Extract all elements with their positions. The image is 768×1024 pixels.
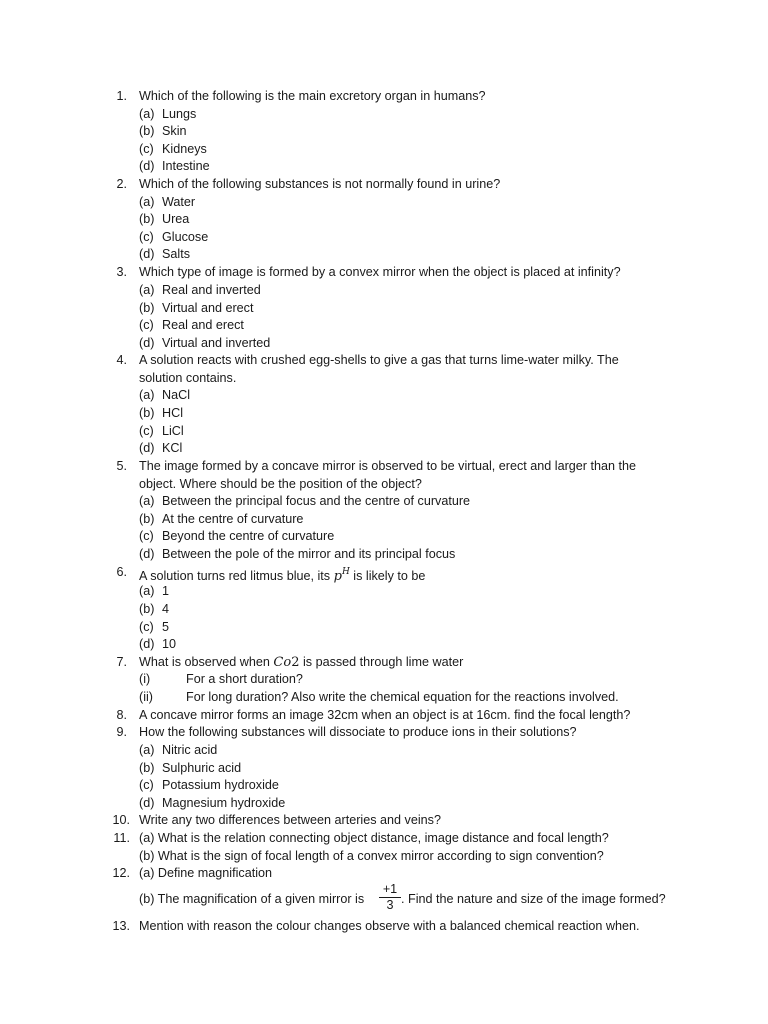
question-number: 8. [116, 708, 127, 722]
option-a: (a) Nitric acid [139, 743, 218, 757]
question-number: 4. [116, 353, 127, 367]
option-c: (c) Real and erect [139, 318, 244, 332]
option-b: (b) HCl [139, 406, 183, 420]
co2-symbol: Co2 [273, 655, 300, 670]
question-text-line2: solution contains. [139, 371, 237, 385]
ph-symbol: $p^H$ [333, 567, 350, 584]
option-c: (c) Kidneys [139, 142, 207, 156]
question-number: 2. [116, 177, 127, 191]
question-text: What is observed when Co2 is passed through lime water [139, 655, 464, 670]
option-d: (d) Between the pole of the mirror and its principal focus [139, 547, 456, 561]
question-text-line2: (b) What is the sign of focal length of a convex mirror according to sign convention? [139, 849, 604, 863]
question-number: 12. [112, 866, 130, 880]
question-text: Which type of image is formed by a convex mirror when the object is placed at infinity? [139, 265, 621, 279]
question-text-line1: The image formed by a concave mirror is observed to be virtual, erect and larger than the [139, 459, 636, 473]
question-number: 9. [116, 725, 127, 739]
option-a: (a) NaCl [139, 388, 190, 402]
question-text: Mention with reason the colour changes observe with a balanced chemical reaction when. [139, 919, 640, 933]
question-text-line2-after: . Find the nature and size of the image formed? [401, 892, 666, 906]
question-number: 13. [112, 919, 130, 933]
option-c: (c) Beyond the centre of curvature [139, 529, 335, 543]
option-b: (b) Sulphuric acid [139, 761, 242, 775]
question-text: Write any two differences between arteries and veins? [139, 813, 441, 827]
magnification-fraction: $\frac{+1}{3}$ [379, 883, 401, 912]
option-d: (d) Intestine [139, 159, 210, 173]
option-c: (c) Potassium hydroxide [139, 778, 279, 792]
option-c: (c) 5 [139, 620, 170, 634]
question-number: 3. [116, 265, 127, 279]
question-text: A concave mirror forms an image 32cm when an object is at 16cm. find the focal length? [139, 708, 631, 722]
option-c: (c) Glucose [139, 230, 209, 244]
option-d: (d) Salts [139, 247, 190, 261]
question-number: 5. [116, 459, 127, 473]
option-b: (b) At the centre of curvature [139, 512, 304, 526]
option-a: (a) Between the principal focus and the centre of curvature [139, 494, 471, 508]
question-number: 1. [116, 89, 127, 103]
option-a: (a) Water [139, 195, 196, 209]
question-text-line1: (a) Define magnification [139, 866, 272, 880]
question-text-line1: A solution reacts with crushed egg-shells to give a gas that turns lime-water milky. The [139, 353, 619, 367]
option-d: (d) Magnesium hydroxide [139, 796, 286, 810]
option-b: (b) 4 [139, 602, 170, 616]
question-text: How the following substances will dissociate to produce ions in their solutions? [139, 725, 577, 739]
question-text-line2: object. Where should be the position of the object? [139, 477, 422, 491]
question-text: Which of the following substances is not normally found in urine? [139, 177, 501, 191]
option-c: (c) LiCl [139, 424, 184, 438]
question-text-line1: (a) What is the relation connecting object distance, image distance and focal length? [139, 831, 609, 845]
option-a: (a) Lungs [139, 107, 197, 121]
question-number: 10. [112, 813, 130, 827]
question-text-line2-before: (b) The magnification of a given mirror is [139, 892, 365, 906]
option-d: (d) 10 [139, 637, 177, 651]
question-number: 7. [116, 655, 127, 669]
question-number: 11. [113, 831, 130, 845]
option-d: (d) KCl [139, 441, 183, 455]
option-d: (d) Virtual and inverted [139, 336, 271, 350]
option-b: (b) Urea [139, 212, 190, 226]
question-text: Which of the following is the main excretory organ in humans? [139, 89, 486, 103]
question-number: 6. [116, 565, 127, 579]
question-text: A solution turns red litmus blue, its $p^H$ is likely to be [139, 567, 426, 584]
option-a: (a) Real and inverted [139, 283, 261, 297]
option-b: (b) Virtual and erect [139, 301, 254, 315]
option-a: (a) 1 [139, 584, 170, 598]
option-b: (b) Skin [139, 124, 187, 138]
question-paper: 1. Which of the following is the main excretory organ in humans? (a) Lungs (b) Skin (c) Kidneys (d) Intestine 2. Which of the following substances is not normally found in urine? (a) Water (b) Urea (c) Glucose (d) Salts 3. Which type of image is formed by a convex mirror when the object is placed at infinity? (a) Real and inverted (b) Virtual and erect (c) Real and erect (d) Virtual and inverted 4. A solution reacts with crushed egg-shells to give a gas that turns lime-water milky. The solution contains. (a) NaCl (b) HCl (c) LiCl (d) KCl 5. The image formed by a concave mirror is observed to be virtual, erect and larger than the object. Where should be the position of the object? (a) Between the principal focus and the centre of curvature (b) At the centre of curvature (c) Beyond the centre of curvature (d) Between the pole of the mirror and its principal focus 6. A solution turns red litmus blue, its $p^H$ is likely to be (a) 1 (b) 4 (c) 5 (d) 10 7. What is observed when Co2 is passed through lime water (i) For a short duration? (ii) For long duration? Also write the chemical equation for the reactions involved. 8. A concave mirror forms an image 32cm when an object is at 16cm. find the focal length? 9. How the following substances will dissociate to produce ions in their solutions? (a) Nitric acid (b) Sulphuric acid (c) Potassium hydroxide (d) Magnesium hydroxide 10. Write any two differences between arteries and veins? 11. (a) What is the relation connecting object distance, image distance and focal length? (b) What is the sign of focal length of a convex mirror according to sign convention? 12. (a) Define magnification (b) The magnification of a given mirror is $\frac{+1}{3}$ . Find the nature and size of the image formed? 13. Mention with reason the colour changes observe with a balanced chemical reaction when. [0, 0, 768, 1024]
